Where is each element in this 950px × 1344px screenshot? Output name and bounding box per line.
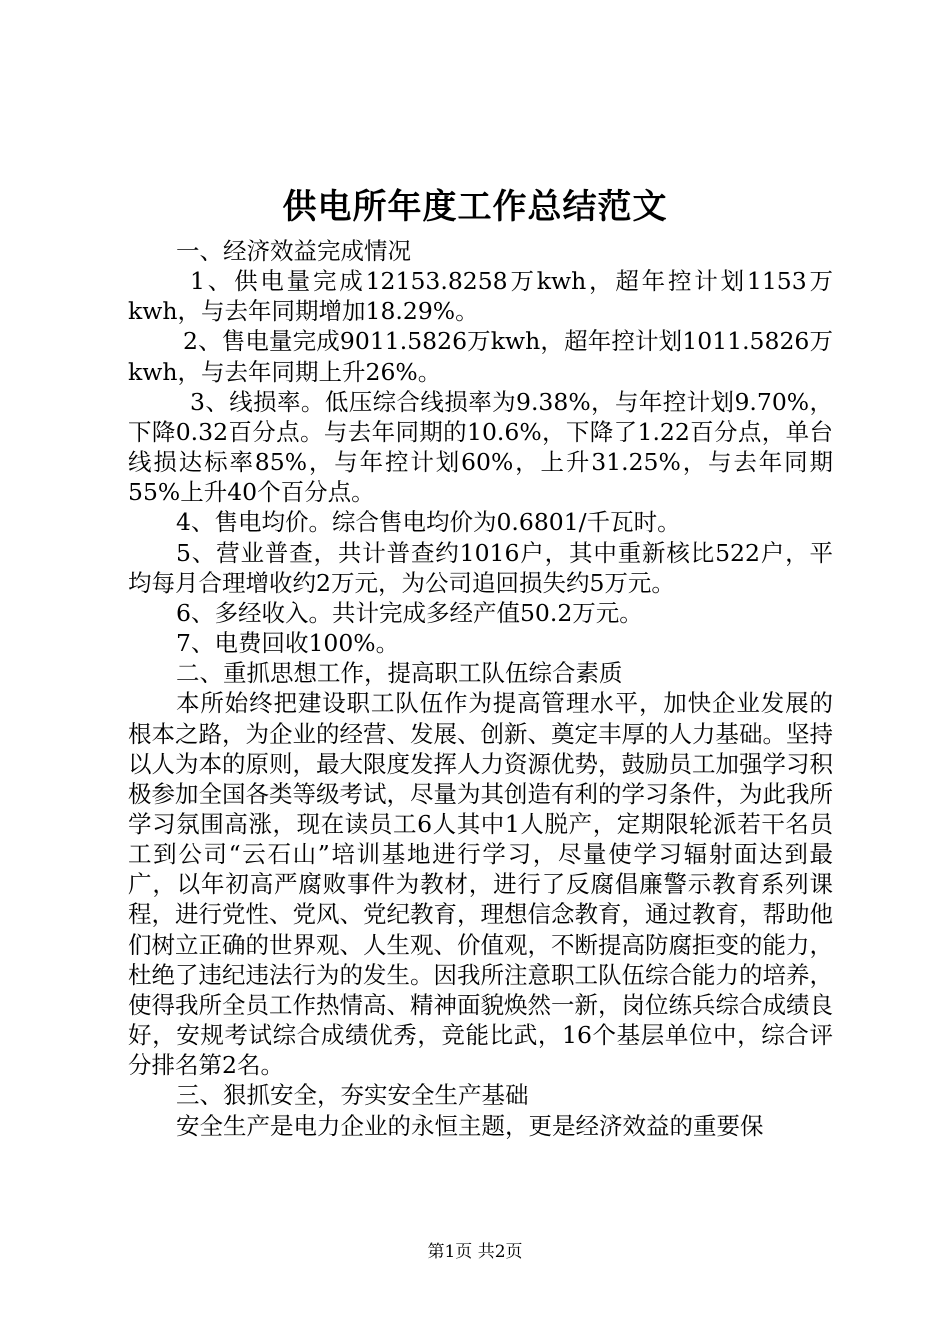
paragraph-item-2: 2、售电量完成9011.5826万kwh，超年控计划1011.5826万kwh，与去年同期上升26%。: [128, 327, 833, 386]
paragraph-item-4: 4、售电均价。综合售电均价为0.6801/千瓦时。: [176, 508, 681, 537]
paragraph-item-6: 6、多经收入。共计完成多经产值50.2万元。: [176, 598, 643, 627]
paragraph-body-2: 本所始终把建设职工队伍作为提高管理水平，加快企业发展的根本之路，为企业的经营、发展、创新、奠定丰厚的人力基础。坚持以人为本的原则，最大限度发挥人力资源优势，鼓励员工加强学习积极参加全国各类等级考试，尽量为其创造有利的学习条件，为此我所学习氛围高涨，现在读员工6人其中1人脱产，定期限轮派若干名员工到公司“云石山”培训基地进行学习，尽量使学习辐射面达到最广，以年初高严腐败事件为教材，进行了反腐倡廉警示教育系列课程，进行党性、党风、党纪教育，理想信念教育，通过教育，帮助他们树立正确的世界观、人生观、价值观，不断提高防腐拒变的能力，杜绝了违纪违法行为的发生。因我所注意职工队伍综合能力的培养，使得我所全员工作热情高、精神面貌焕然一新，岗位练兵综合成绩良好，安规考试综合成绩优秀，竞能比武，16个基层单位中，综合评分排名第2名。: [128, 689, 833, 1080]
paragraph-item-1: 1、供电量完成12153.8258万kwh，超年控计划1153万kwh，与去年同期增加18.29%。: [128, 267, 833, 326]
section-heading-3: 三、狠抓安全，夯实安全生产基础: [176, 1081, 529, 1110]
paragraph-body-3: 安全生产是电力企业的永恒主题，更是经济效益的重要保: [176, 1111, 764, 1140]
document-body: [128, 236, 833, 1141]
paragraph-item-5: 5、营业普查，共计普查约1016户，其中重新核比522户，平均每月合理增收约2万元，为公司追回损失约5万元。: [128, 538, 833, 597]
paragraph-item-3: 3、线损率。低压综合线损率为9.38%，与年控计划9.70%，下降0.32百分点。与去年同期的10.6%，下降了1.22百分点，单台线损达标率85%，与年控计划60%，上升31.25%，与去年同期55%上升40个百分点。: [128, 387, 833, 507]
section-heading-1: 一、经济效益完成情况: [176, 237, 411, 265]
page-number: 第1页 共2页: [427, 1242, 523, 1262]
document-title: 供电所年度工作总结范文: [282, 187, 668, 227]
section-heading-2: 二、重抓思想工作，提高职工队伍综合素质: [176, 659, 623, 688]
paragraph-item-7: 7、电费回收100%。: [176, 629, 400, 658]
